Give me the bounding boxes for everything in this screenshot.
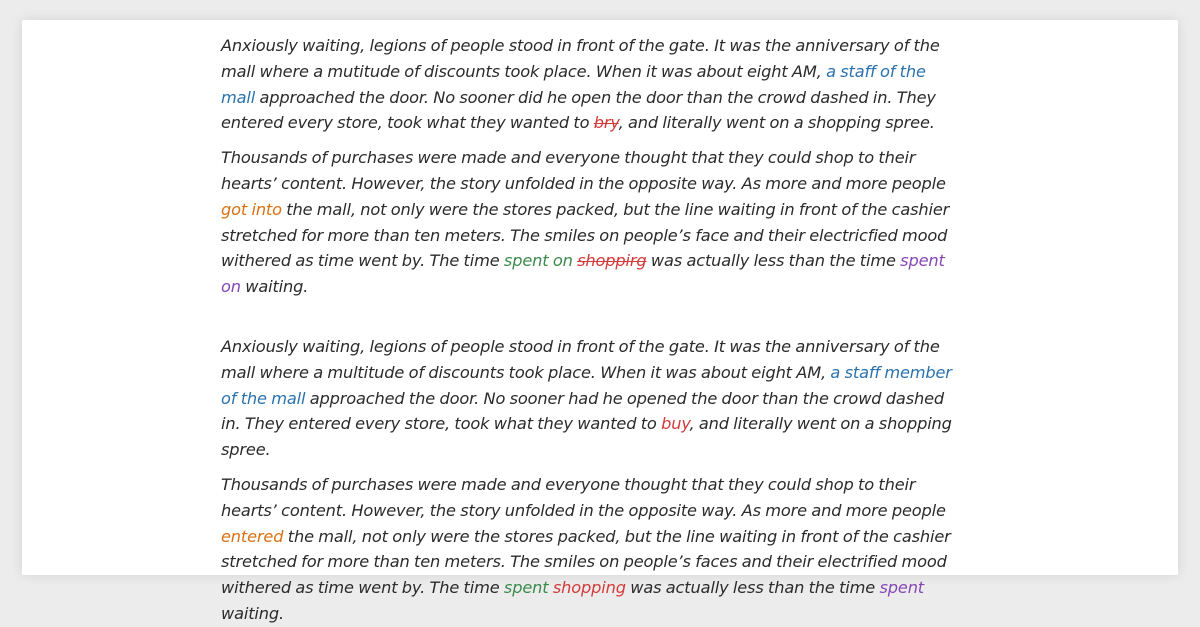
paragraph-spacer bbox=[221, 463, 961, 472]
document-content bbox=[221, 33, 961, 627]
text-span: Thousands of purchases were made and everyone thought that they could shop to their hearts’ content. However, the story unfolded in the opposite way. As more and more people bbox=[221, 474, 946, 520]
section-spacer bbox=[221, 300, 961, 334]
text-span: the mall, not only were the stores packed, but the line waiting in front of the cashier stretched for more than ten meters. The smiles on people’s face and their electricfied mood withered as time went by. The time bbox=[221, 199, 950, 271]
text-span: , and literally went on a shopping spree. bbox=[221, 414, 952, 460]
highlight-staff-phrase: a staff of the mall bbox=[221, 61, 926, 107]
corrected-paragraph-2 bbox=[221, 472, 961, 627]
text-span: was actually less than the time bbox=[625, 578, 880, 598]
strikethrough-typo-shoppirg: shoppirg bbox=[577, 251, 647, 271]
corrected-paragraph-1 bbox=[221, 334, 961, 463]
text-span: waiting. bbox=[240, 277, 309, 297]
highlight-spent-1: spent bbox=[503, 578, 549, 598]
document-card bbox=[22, 20, 1178, 623]
highlight-buy: buy bbox=[661, 414, 690, 434]
paragraph-spacer bbox=[221, 136, 961, 145]
text-span: , and literally went on a shopping spree. bbox=[618, 113, 935, 133]
text-span: approached the door. No sooner had he opened the door than the crowd dashed in. They entered every store, took what they wanted to bbox=[221, 388, 945, 434]
text-span: Anxiously waiting, legions of people stood in front of the gate. It was the anniversary of the mall where a mutitude of discounts took place. When it was about eight AM, bbox=[221, 36, 940, 81]
text-span: was actually less than the time bbox=[646, 251, 901, 271]
strikethrough-typo-bry: bry bbox=[593, 113, 619, 133]
highlight-spent-on-2: spent on bbox=[221, 251, 945, 297]
text-span: Thousands of purchases were made and everyone thought that they could shop to their hearts’ content. However, the story unfolded in the opposite way. As more and more people bbox=[221, 148, 946, 193]
highlight-spent-2: spent bbox=[879, 578, 925, 598]
highlight-shopping: shopping bbox=[552, 578, 626, 598]
highlight-staff-member-phrase: a staff member of the mall bbox=[221, 362, 952, 408]
text-span: approached the door. No sooner did he open the door than the crowd dashed in. They entered every store, took what they wanted to bbox=[221, 87, 936, 133]
text-span: the mall, not only were the stores packed, but the line waiting in front of the cashier stretched for more than ten meters. The smiles on people’s faces and their electrified mood withered as time went by. The time bbox=[221, 526, 951, 598]
original-paragraph-1 bbox=[221, 33, 961, 136]
highlight-entered: entered bbox=[221, 526, 284, 546]
highlight-spent-on-1: spent on bbox=[503, 251, 573, 271]
original-paragraph-2 bbox=[221, 145, 961, 300]
highlight-got-into: got into bbox=[221, 199, 282, 219]
text-span: Anxiously waiting, legions of people stood in front of the gate. It was the anniversary of the mall where a multitude of discounts took place. When it was about eight AM, bbox=[221, 336, 940, 382]
text-span: waiting. bbox=[221, 603, 284, 623]
